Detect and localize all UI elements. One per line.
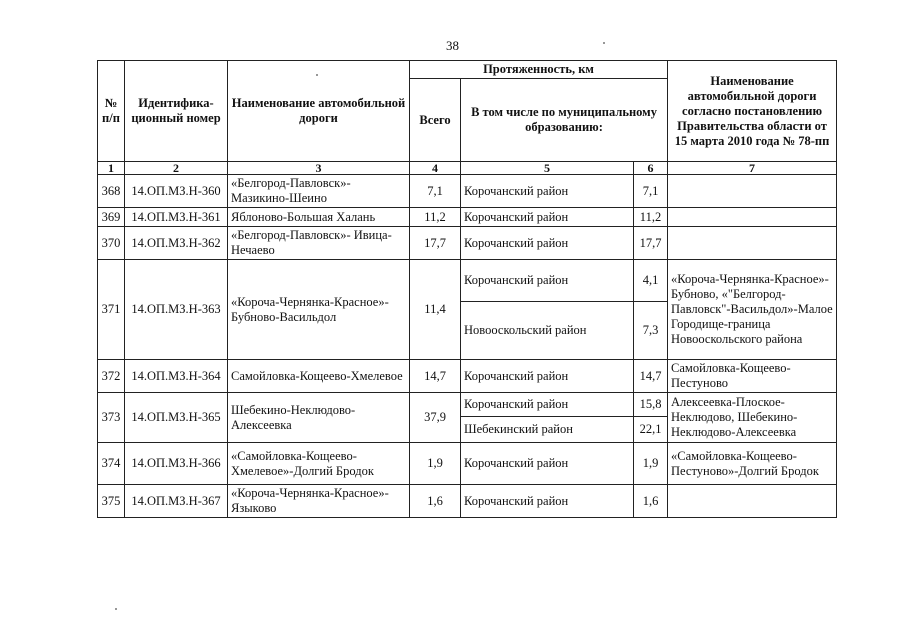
table-row <box>98 360 837 393</box>
district-name: Корочанский район <box>461 175 634 208</box>
district-length: 14,7 <box>634 360 668 393</box>
length-total: 37,9 <box>410 393 461 443</box>
table-body <box>98 175 837 518</box>
road-name: «Короча-Чернянка-Красное»-Языково <box>228 485 410 518</box>
road-id: 14.ОП.МЗ.Н-365 <box>125 393 228 443</box>
scan-speck <box>603 42 605 44</box>
district-name: Корочанский район <box>461 393 634 417</box>
row-number: 368 <box>98 175 125 208</box>
length-total: 7,1 <box>410 175 461 208</box>
column-index: 2 <box>125 162 228 175</box>
decree-road-name <box>668 208 837 227</box>
district-length: 11,2 <box>634 208 668 227</box>
header-road-name: Наименование автомобильной дороги <box>228 61 410 162</box>
road-id: 14.ОП.МЗ.Н-360 <box>125 175 228 208</box>
row-number: 374 <box>98 443 125 485</box>
district-length: 7,3 <box>634 302 668 360</box>
column-index: 4 <box>410 162 461 175</box>
scan-speck <box>316 74 318 76</box>
district-name: Шебекинский район <box>461 417 634 443</box>
header-decree-name: Наименование автомобильной дороги согласно постановлению Правительства области от 15 марта 2010 года № 78-пп <box>668 61 837 162</box>
scan-speck <box>115 608 117 610</box>
district-length: 7,1 <box>634 175 668 208</box>
table-row <box>98 260 837 302</box>
column-index: 5 <box>461 162 634 175</box>
length-total: 14,7 <box>410 360 461 393</box>
district-name: Корочанский район <box>461 260 634 302</box>
table-row <box>98 208 837 227</box>
road-name: «Белгород-Павловск»-Мазикино-Шеино <box>228 175 410 208</box>
table-row <box>98 393 837 417</box>
road-id: 14.ОП.МЗ.Н-362 <box>125 227 228 260</box>
table-row <box>98 175 837 208</box>
row-number: 371 <box>98 260 125 360</box>
header-id: Идентифика-ционный номер <box>125 61 228 162</box>
road-name: «Белгород-Павловск»- Ивица-Нечаево <box>228 227 410 260</box>
decree-road-name: «Короча-Чернянка-Красное»-Бубново, «"Белгород-Павловск"-Васильдол»-Малое Городище-граница Новооскольского района <box>668 260 837 360</box>
row-number: 372 <box>98 360 125 393</box>
district-name: Корочанский район <box>461 360 634 393</box>
road-id: 14.ОП.МЗ.Н-367 <box>125 485 228 518</box>
roads-table <box>97 60 837 518</box>
decree-road-name: «Самойловка-Кощеево-Пестуново»-Долгий Бродок <box>668 443 837 485</box>
length-total: 11,2 <box>410 208 461 227</box>
road-id: 14.ОП.МЗ.Н-366 <box>125 443 228 485</box>
header-num: № п/п <box>98 61 125 162</box>
decree-road-name <box>668 485 837 518</box>
table-row <box>98 443 837 485</box>
district-length: 17,7 <box>634 227 668 260</box>
road-id: 14.ОП.МЗ.Н-364 <box>125 360 228 393</box>
road-name: Яблоново-Большая Халань <box>228 208 410 227</box>
row-number: 370 <box>98 227 125 260</box>
road-name: Самойловка-Кощеево-Хмелевое <box>228 360 410 393</box>
district-name: Корочанский район <box>461 485 634 518</box>
length-total: 17,7 <box>410 227 461 260</box>
decree-road-name <box>668 227 837 260</box>
header-total: Всего <box>410 79 461 162</box>
road-id: 14.ОП.МЗ.Н-363 <box>125 260 228 360</box>
header-length: Протяженность, км <box>410 61 668 79</box>
row-number: 369 <box>98 208 125 227</box>
road-name: Шебекино-Неклюдово-Алексеевка <box>228 393 410 443</box>
district-name: Корочанский район <box>461 208 634 227</box>
header-municipality: В том числе по муниципальному образованию: <box>461 79 668 162</box>
column-index-row <box>98 162 837 175</box>
row-number: 375 <box>98 485 125 518</box>
district-name: Корочанский район <box>461 443 634 485</box>
decree-road-name: Самойловка-Кощеево-Пестуново <box>668 360 837 393</box>
district-name: Корочанский район <box>461 227 634 260</box>
road-name: «Короча-Чернянка-Красное»-Бубново-Васильдол <box>228 260 410 360</box>
length-total: 1,9 <box>410 443 461 485</box>
district-length: 22,1 <box>634 417 668 443</box>
length-total: 11,4 <box>410 260 461 360</box>
length-total: 1,6 <box>410 485 461 518</box>
road-id: 14.ОП.МЗ.Н-361 <box>125 208 228 227</box>
district-name: Новооскольский район <box>461 302 634 360</box>
row-number: 373 <box>98 393 125 443</box>
district-length: 1,9 <box>634 443 668 485</box>
district-length: 1,6 <box>634 485 668 518</box>
page-number: 38 <box>446 38 459 53</box>
column-index: 1 <box>98 162 125 175</box>
column-index: 3 <box>228 162 410 175</box>
column-index: 7 <box>668 162 837 175</box>
district-length: 15,8 <box>634 393 668 417</box>
district-length: 4,1 <box>634 260 668 302</box>
column-index: 6 <box>634 162 668 175</box>
road-name: «Самойловка-Кощеево-Хмелевое»-Долгий Бродок <box>228 443 410 485</box>
decree-road-name <box>668 175 837 208</box>
table-row <box>98 227 837 260</box>
table-row <box>98 485 837 518</box>
decree-road-name: Алексеевка-Плоское-Неклюдово, Шебекино-Неклюдово-Алексеевка <box>668 393 837 443</box>
